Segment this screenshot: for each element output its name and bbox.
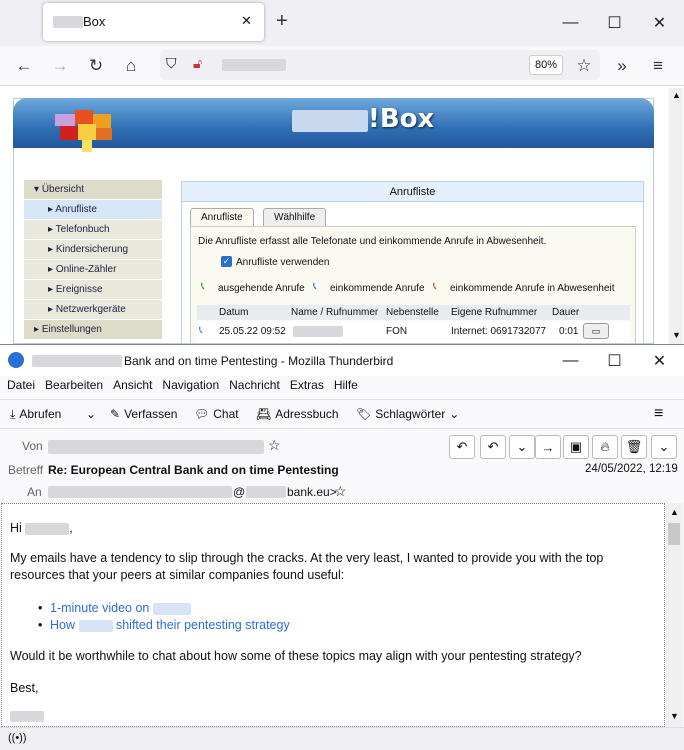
redacted-domain	[246, 486, 286, 498]
sidebar-item-ereignisse[interactable]	[24, 280, 162, 300]
link-video[interactable]	[50, 600, 191, 617]
cell-eigene: Internet: 0691732077	[451, 326, 547, 337]
forward-icon[interactable]: →	[535, 435, 561, 459]
download-icon: ⤓	[10, 406, 16, 421]
sidebar-item-label: Ereignisse	[55, 284, 103, 295]
zoom-level[interactable]: 80%	[529, 55, 563, 75]
reply-dropdown-icon[interactable]: ⌄	[509, 435, 535, 459]
fritzbox-logo-icon	[40, 104, 140, 156]
from-label: Von	[22, 439, 43, 453]
junk-icon[interactable]: 🔥︎	[592, 435, 618, 459]
overflow-menu-icon[interactable]: »	[617, 56, 627, 75]
addressbook-button[interactable]	[250, 401, 345, 427]
outgoing-call-icon: 📞︎	[201, 281, 205, 292]
menu-hilfe[interactable]: Hilfe	[333, 378, 358, 392]
compose-button[interactable]	[104, 401, 183, 427]
star-icon[interactable]: ☆	[268, 437, 281, 453]
greeting-end: ,	[69, 521, 73, 535]
menu-nachricht[interactable]: Nachricht	[229, 378, 280, 392]
forward-icon[interactable]: →	[51, 56, 69, 75]
redacted-title	[32, 355, 122, 367]
incoming-call-icon: 📞︎	[199, 325, 203, 336]
menu-datei[interactable]: Datei	[7, 378, 36, 392]
thunderbird-toolbar	[0, 399, 684, 429]
redacted-name	[25, 523, 69, 535]
link-pentesting-b[interactable]: shifted their pentesting strategy	[115, 618, 290, 632]
link-pentesting[interactable]	[50, 617, 290, 634]
sidebar-item-anrufliste[interactable]	[24, 200, 162, 220]
tab-title: Box	[83, 14, 106, 29]
sidebar-item-online-zaehler[interactable]	[24, 260, 162, 280]
chevron-down-icon: ⌄	[86, 407, 97, 421]
hamburger-menu-icon[interactable]: ≡	[653, 56, 663, 75]
thunderbird-logo-icon	[8, 352, 24, 368]
close-button[interactable]: ✕	[652, 15, 667, 32]
bookmark-star-icon[interactable]: ☆	[576, 56, 592, 75]
tags-label: Schlagwörter	[375, 407, 446, 421]
chevron-right-icon: ▸	[48, 304, 54, 315]
tag-icon: 🏷︎	[356, 407, 372, 421]
sidebar-item-kindersicherung[interactable]	[24, 240, 162, 260]
fetch-button[interactable]	[4, 401, 67, 427]
more-icon[interactable]: ⌄	[651, 435, 677, 459]
activity-icon[interactable]: ((•))	[8, 732, 27, 744]
cell-datum: 25.05.22 09:52	[219, 326, 286, 337]
browser-tab[interactable]	[43, 3, 264, 41]
firefox-scrollbar[interactable]	[669, 88, 683, 344]
tb-maximize-button[interactable]: ☐	[607, 353, 622, 370]
sidebar-item-uebersicht[interactable]	[24, 180, 162, 200]
maximize-button[interactable]: ☐	[607, 15, 622, 32]
sidebar-item-label: Einstellungen	[41, 324, 102, 335]
chevron-down-icon: ▾	[34, 184, 40, 195]
col-datum: Datum	[219, 307, 249, 318]
redacted-signature	[10, 711, 44, 722]
reply-all-icon[interactable]: ↶	[480, 435, 506, 459]
redacted-from	[48, 440, 264, 454]
redacted-name	[293, 326, 343, 337]
app-menu-icon[interactable]: ≡	[654, 405, 664, 422]
chevron-right-icon: ▸	[48, 284, 54, 295]
bullet-icon: •	[38, 618, 43, 632]
scroll-down-icon[interactable]: ▼	[670, 711, 679, 721]
panel-title: Anrufliste	[182, 182, 643, 202]
sidebar-item-label: Anrufliste	[55, 204, 97, 215]
anrufliste-checkbox[interactable]: ✓	[222, 256, 231, 266]
redacted-link-text	[153, 603, 191, 615]
menu-ansicht[interactable]: Ansicht	[113, 378, 153, 392]
menu-extras[interactable]: Extras	[289, 378, 324, 392]
chevron-right-icon: ▸	[48, 204, 54, 215]
chevron-right-icon: ▸	[34, 324, 40, 335]
paragraph-1: My emails have a tendency to slip through the cracks. At the very least, I wanted to provide you with the top resources that your peers at similar companies found useful:	[10, 551, 604, 582]
checkbox-label: Anrufliste verwenden	[236, 257, 330, 268]
menu-navigation[interactable]: Navigation	[162, 378, 220, 392]
anrufliste-description: Die Anrufliste erfasst alle Telefonate und einkommende Anrufe in Abwesenheit.	[198, 236, 547, 247]
pencil-icon: ✎	[110, 407, 121, 421]
message-date: 24/05/2022, 12:19	[585, 463, 678, 475]
tab-anrufliste[interactable]: Anrufliste	[190, 208, 254, 227]
tb-minimize-button[interactable]: —	[562, 352, 579, 369]
sidebar-item-label: Telefonbuch	[55, 224, 110, 235]
menu-bearbeiten[interactable]: Bearbeiten	[45, 378, 104, 392]
sidebar-item-einstellungen[interactable]	[24, 320, 162, 340]
cell-dauer: 0:01	[559, 326, 579, 337]
greeting: Hi	[10, 521, 22, 535]
col-eigene-rufnummer: Eigene Rufnummer	[451, 307, 538, 318]
sidebar-item-telefonbuch[interactable]	[24, 220, 162, 240]
minimize-button[interactable]: —	[562, 14, 579, 31]
tags-button[interactable]	[350, 401, 465, 427]
fritzbox-title: !Box	[368, 104, 435, 134]
phonebook-button[interactable]: ▭	[583, 323, 609, 339]
legend-outgoing: ausgehende Anrufe	[218, 283, 305, 294]
paragraph-2: Would it be worthwhile to chat about how some of these topics may align with your pentesting strategy?	[10, 649, 582, 663]
message-body	[1, 503, 665, 727]
message-header	[0, 430, 684, 502]
thunderbird-title-bar	[0, 346, 684, 376]
shield-icon[interactable]: ⛉	[166, 55, 177, 71]
delete-icon[interactable]: 🗑︎	[621, 435, 647, 459]
scroll-thumb[interactable]	[668, 523, 680, 545]
greeting-line	[10, 520, 73, 537]
insecure-lock-icon[interactable]: 🔓︎	[193, 55, 203, 71]
redacted-url	[222, 59, 286, 71]
fetch-label: Abrufen	[19, 407, 62, 421]
sidebar-item-label: Online-Zähler	[55, 264, 117, 275]
incoming-call-icon: 📞︎	[313, 281, 317, 292]
link-video-text[interactable]: 1-minute video on	[50, 601, 150, 615]
message-scrollbar[interactable]	[666, 503, 683, 727]
chevron-right-icon: ▸	[48, 264, 54, 275]
chat-button[interactable]	[188, 401, 245, 427]
window-title: Bank and on time Pentesting - Mozilla Thunderbird	[124, 354, 394, 368]
fritzbox-sidebar	[24, 180, 162, 342]
scroll-up-icon[interactable]: ▲	[672, 90, 681, 100]
to-address: bank.eu>	[287, 485, 337, 499]
cell-nebenstelle: FON	[386, 326, 408, 337]
subject-label: Betreff	[8, 463, 44, 477]
new-tab-button[interactable]: +	[276, 10, 288, 32]
menu-bar	[0, 376, 684, 398]
col-nebenstelle: Nebenstelle	[386, 307, 439, 318]
tab-waehlhilfe[interactable]: Wählhilfe	[263, 208, 326, 227]
chevron-down-icon: ⌄	[449, 407, 460, 421]
call-table-header	[197, 305, 630, 320]
close-tab-icon[interactable]: ✕	[241, 13, 252, 28]
archive-icon[interactable]: ▣	[563, 435, 589, 459]
addressbook-label: Adressbuch	[275, 407, 339, 421]
compose-label: Verfassen	[124, 407, 178, 421]
legend-incoming: einkommende Anrufe	[330, 283, 425, 294]
back-icon[interactable]: ←	[15, 56, 33, 75]
redacted-link-text	[79, 620, 113, 632]
sidebar-item-label: Kindersicherung	[55, 244, 129, 255]
reply-icon[interactable]: ↶	[449, 435, 475, 459]
sidebar-item-netzwerkgeraete[interactable]	[24, 300, 162, 320]
scroll-up-icon[interactable]: ▲	[670, 507, 679, 517]
missed-call-icon: 📞︎	[433, 281, 437, 292]
legend-missed: einkommende Anrufe in Abwesenheit	[450, 283, 615, 294]
col-name: Name / Rufnummer	[291, 307, 379, 318]
home-icon[interactable]: ⌂	[125, 56, 137, 75]
link-pentesting-a[interactable]: How	[50, 618, 76, 632]
redacted-tab-text	[53, 16, 83, 28]
col-dauer: Dauer	[552, 307, 580, 318]
subject: Re: European Central Bank and on time Pentesting	[48, 463, 339, 477]
reload-icon[interactable]: ↻	[88, 56, 104, 75]
chevron-right-icon: ▸	[48, 244, 54, 255]
sidebar-item-label: Übersicht	[41, 184, 85, 195]
redacted-brand	[292, 110, 368, 132]
to-star-icon[interactable]: ☆	[334, 483, 347, 499]
tb-close-button[interactable]: ✕	[652, 353, 667, 370]
to-label: An	[27, 485, 42, 499]
sidebar-item-label: Netzwerkgeräte	[55, 304, 126, 315]
bullet-icon: •	[38, 601, 43, 615]
status-bar	[0, 727, 684, 750]
chat-label: Chat	[213, 407, 239, 421]
redacted-to	[48, 486, 232, 498]
scroll-down-icon[interactable]: ▼	[672, 330, 681, 340]
addressbook-icon: 📇︎	[256, 407, 272, 421]
chevron-right-icon: ▸	[48, 224, 54, 235]
to-at: @	[233, 485, 246, 499]
chat-icon: 💬︎	[194, 407, 210, 421]
closing: Best,	[10, 681, 39, 695]
fetch-dropdown[interactable]	[80, 401, 102, 427]
